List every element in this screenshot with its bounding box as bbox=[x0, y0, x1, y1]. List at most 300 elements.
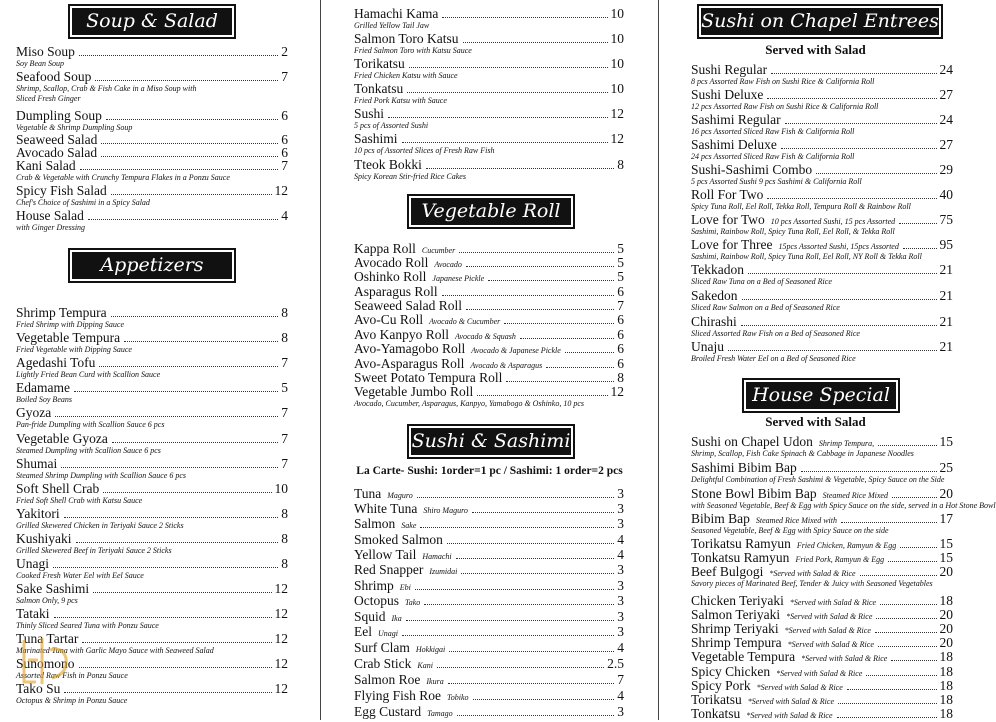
menu-item-name: Vegetable Gyoza bbox=[16, 431, 108, 446]
menu-item-price: 6 bbox=[617, 356, 624, 371]
menu-item-description: Sliced Fresh Ginger bbox=[16, 94, 81, 103]
dot-leader bbox=[903, 248, 937, 249]
menu-item-description: Seasoned Vegetable, Beef & Egg with Spicy Sauce on the side bbox=[691, 526, 889, 535]
menu-item-price: 24 bbox=[939, 62, 953, 77]
menu-item-price: 8 bbox=[281, 305, 288, 320]
menu-item-note: *Served with Salad & Rice bbox=[769, 569, 856, 578]
menu-item-description: Marinated Tuna with Garlic Mayo Sauce with Seaweed Salad bbox=[16, 646, 214, 655]
menu-item-price: 8 bbox=[617, 370, 624, 385]
menu-item-name: Salmon Roe bbox=[354, 672, 421, 687]
dot-leader bbox=[463, 42, 608, 43]
dot-leader bbox=[402, 635, 614, 636]
menu-item-note: Tamago bbox=[427, 709, 453, 718]
menu-item-description: Boiled Soy Beans bbox=[16, 395, 72, 404]
menu-item-description: Fried Vegetable with Dipping Sauce bbox=[16, 345, 132, 354]
menu-item-description: Savory pieces of Marinated Beef, Tender & Juicy with Seasoned Vegetables bbox=[691, 579, 933, 588]
dot-leader bbox=[415, 589, 614, 590]
menu-item-name: Squid bbox=[354, 609, 386, 624]
menu-item-name: Avo-Yamagobo Roll bbox=[354, 341, 466, 356]
section-subtitle-house-special: Served with Salad bbox=[765, 414, 866, 429]
menu-item bbox=[691, 112, 953, 128]
dot-leader bbox=[520, 338, 614, 339]
menu-item-name: Torikatsu bbox=[354, 56, 405, 71]
menu-item-description: Fried Pork Katsu with Sauce bbox=[354, 96, 447, 105]
section-header-house-special: House Special bbox=[744, 380, 898, 411]
menu-item-name: Avocado Salad bbox=[16, 145, 98, 160]
menu-item-description: Steamed Shrimp Dumpling with Scallion Sauce 6 pcs bbox=[16, 471, 186, 480]
menu-item bbox=[16, 431, 288, 447]
menu-item-price: 10 bbox=[610, 56, 624, 71]
menu-item-note: Avocado & Cucumber bbox=[429, 317, 501, 326]
menu-item bbox=[691, 212, 953, 228]
menu-item bbox=[354, 312, 624, 328]
section-header-sushi-sashimi: Sushi & Sashimi bbox=[409, 426, 573, 457]
menu-item-price: 6 bbox=[281, 132, 288, 147]
menu-item-price: 18 bbox=[939, 664, 953, 679]
dot-leader bbox=[448, 683, 615, 684]
menu-item-price: 3 bbox=[617, 516, 624, 531]
menu-item-name: Sushi Deluxe bbox=[691, 87, 764, 102]
dot-leader bbox=[53, 567, 278, 568]
menu-item-price: 40 bbox=[939, 187, 953, 202]
menu-item-name: Tteok Bokki bbox=[354, 157, 422, 172]
dot-leader bbox=[426, 168, 614, 169]
menu-item-name: Miso Soup bbox=[16, 44, 75, 59]
menu-item-note: *Served with Salad & Rice bbox=[747, 697, 834, 706]
menu-item bbox=[16, 183, 288, 199]
menu-column-1 bbox=[0, 0, 318, 720]
menu-item-name: White Tuna bbox=[354, 501, 418, 516]
menu-item-name: Seafood Soup bbox=[16, 69, 92, 84]
menu-item-price: 7 bbox=[281, 69, 288, 84]
dot-leader bbox=[64, 692, 271, 693]
menu-item-note: Fried Chicken, Ramyun & Egg bbox=[796, 541, 897, 550]
menu-item bbox=[16, 481, 288, 497]
dot-leader bbox=[899, 223, 936, 224]
menu-item bbox=[354, 106, 624, 122]
menu-item bbox=[16, 44, 288, 60]
menu-item bbox=[354, 532, 624, 548]
menu-item-name: Vegetable Tempura bbox=[16, 330, 121, 345]
menu-item-name: Octopus bbox=[354, 593, 399, 608]
menu-item-description: 5 pcs Assorted Sushi 9 pcs Sashimi & California Roll bbox=[691, 177, 862, 186]
menu-item bbox=[354, 609, 624, 625]
dot-leader bbox=[888, 561, 936, 562]
menu-item bbox=[16, 158, 288, 174]
menu-item-price: 7 bbox=[281, 355, 288, 370]
dot-leader bbox=[506, 381, 614, 382]
menu-item-note: *Served with Salad & Rice bbox=[801, 654, 888, 663]
menu-item-name: Sunomono bbox=[16, 656, 75, 671]
menu-item-note: Unagi bbox=[378, 629, 398, 638]
menu-item-note: *Served with Salad & Rice bbox=[787, 640, 874, 649]
dot-leader bbox=[876, 618, 936, 619]
section-header-appetizers: Appetizers bbox=[70, 250, 234, 281]
menu-item-description: Spicy Tuna Roll, Eel Roll, Tekka Roll, Tempura Roll & Rainbow Roll bbox=[691, 202, 911, 211]
menu-item-price: 12 bbox=[610, 384, 624, 399]
menu-item-price: 29 bbox=[939, 162, 953, 177]
menu-item-description: 16 pcs Assorted Sliced Raw Fish & California Roll bbox=[691, 127, 855, 136]
menu-item-name: Surf Clam bbox=[354, 640, 410, 655]
menu-item-name: Tuna bbox=[354, 486, 382, 501]
dot-leader bbox=[447, 543, 614, 544]
menu-item-price: 6 bbox=[617, 284, 624, 299]
menu-item-description: Grilled Skewered Beef in Teriyaki Sauce 2 Sticks bbox=[16, 546, 172, 555]
menu-item-name: Vegetable Tempura bbox=[691, 649, 796, 664]
section-header-entrees: Sushi on Chapel Entrees bbox=[699, 6, 941, 37]
menu-item bbox=[691, 460, 953, 476]
menu-item bbox=[16, 69, 288, 85]
menu-item bbox=[354, 157, 624, 173]
menu-item-price: 27 bbox=[939, 137, 953, 152]
dot-leader bbox=[80, 169, 279, 170]
dot-leader bbox=[417, 497, 615, 498]
menu-item-name: Bibim Bap bbox=[691, 511, 750, 526]
menu-item-price: 25 bbox=[939, 460, 953, 475]
dot-leader bbox=[409, 67, 608, 68]
dot-leader bbox=[767, 198, 936, 199]
dot-leader bbox=[76, 542, 279, 543]
menu-item-note: Avocado & Asparagus bbox=[470, 361, 543, 370]
dot-leader bbox=[816, 173, 936, 174]
menu-item-price: 21 bbox=[939, 314, 953, 329]
menu-item-name: Sweet Potato Tempura Roll bbox=[354, 370, 503, 385]
menu-item-name: House Salad bbox=[16, 208, 84, 223]
menu-item-price: 5 bbox=[617, 269, 624, 284]
dot-leader bbox=[546, 367, 614, 368]
menu-item-description: Grilled Yellow Tail Jaw bbox=[354, 21, 430, 30]
menu-item-price: 18 bbox=[939, 649, 953, 664]
dot-leader bbox=[785, 123, 937, 124]
menu-item bbox=[354, 547, 624, 563]
menu-item-price: 12 bbox=[610, 106, 624, 121]
menu-column-3 bbox=[661, 0, 996, 721]
dot-leader bbox=[477, 395, 607, 396]
menu-item-name: Salmon Toro Katsu bbox=[354, 31, 459, 46]
menu-item-name: Sashimi bbox=[354, 131, 398, 146]
dot-leader bbox=[106, 119, 278, 120]
menu-item-note: Tako bbox=[405, 598, 421, 607]
dot-leader bbox=[841, 522, 937, 523]
menu-item-price: 5 bbox=[617, 255, 624, 270]
dot-leader bbox=[442, 17, 607, 18]
menu-item-name: Unaju bbox=[691, 339, 724, 354]
menu-item bbox=[354, 704, 624, 720]
menu-item-note: Avocado & Japanese Pickle bbox=[471, 346, 561, 355]
menu-item-price: 4 bbox=[617, 640, 624, 655]
menu-item bbox=[691, 649, 953, 665]
menu-item bbox=[691, 434, 953, 450]
menu-item-description: Octopus & Shrimp in Ponzu Sauce bbox=[16, 696, 128, 705]
section-subtitle-sushi-sashimi: La Carte- Sushi: 1order=1 pc / Sashimi: 1 order=2 pcs bbox=[356, 465, 623, 477]
menu-item-price: 4 bbox=[281, 208, 288, 223]
menu-item bbox=[354, 56, 624, 72]
dot-leader bbox=[101, 156, 278, 157]
menu-item-name: Avocado Roll bbox=[354, 255, 429, 270]
menu-item-price: 3 bbox=[617, 562, 624, 577]
menu-item-price: 3 bbox=[617, 624, 624, 639]
menu-item-note: Shiro Maguro bbox=[423, 506, 468, 515]
menu-item-price: 8 bbox=[281, 330, 288, 345]
dot-leader bbox=[437, 667, 604, 668]
dot-leader bbox=[866, 675, 936, 676]
menu-item-price: 18 bbox=[939, 706, 953, 721]
menu-item-name: Tuna Tartar bbox=[16, 631, 79, 646]
menu-item bbox=[354, 131, 624, 147]
dot-leader bbox=[457, 715, 615, 716]
menu-item-price: 7 bbox=[617, 672, 624, 687]
dot-leader bbox=[55, 416, 278, 417]
watermark-stamp-icon bbox=[16, 630, 74, 692]
menu-item-price: 12 bbox=[274, 183, 288, 198]
menu-item-note: 10 pcs Assorted Sushi, 15 pcs Assorted bbox=[770, 217, 896, 226]
menu-item-description: Steamed Dumpling with Scallion Sauce 6 pcs bbox=[16, 446, 161, 455]
menu-item-price: 4 bbox=[617, 532, 624, 547]
menu-item-name: Salmon bbox=[354, 516, 396, 531]
menu-item-price: 4 bbox=[617, 688, 624, 703]
menu-item bbox=[354, 341, 624, 357]
menu-item-name: Spicy Pork bbox=[691, 678, 751, 693]
menu-item-name: Tataki bbox=[16, 606, 50, 621]
menu-item bbox=[16, 531, 288, 547]
menu-item-note: Ika bbox=[391, 614, 402, 623]
menu-item-note: Tobiko bbox=[447, 693, 469, 702]
dot-leader bbox=[388, 117, 607, 118]
menu-item-description: Crab & Vegetable with Crunchy Tempura Flakes in a Ponzu Sauce bbox=[16, 173, 230, 182]
section-subtitle-entrees: Served with Salad bbox=[765, 42, 866, 57]
menu-item bbox=[16, 581, 288, 597]
menu-item-description: 10 pcs of Assorted Slices of Fresh Raw Fish bbox=[354, 146, 495, 155]
menu-item bbox=[691, 486, 953, 502]
menu-item-name: Avo-Asparagus Roll bbox=[354, 356, 465, 371]
menu-item-price: 7 bbox=[281, 431, 288, 446]
menu-item-name: Hamachi Kama bbox=[354, 6, 439, 21]
dot-leader bbox=[442, 295, 615, 296]
menu-item-name: Stone Bowl Bibim Bap bbox=[691, 486, 817, 501]
menu-item-name: Unagi bbox=[16, 556, 49, 571]
menu-item-name: Kappa Roll bbox=[354, 241, 416, 256]
menu-item-name: Beef Bulgogi bbox=[691, 564, 764, 579]
dot-leader bbox=[461, 573, 614, 574]
dot-leader bbox=[488, 280, 614, 281]
menu-item bbox=[691, 262, 953, 278]
dot-leader bbox=[64, 517, 279, 518]
menu-item-price: 6 bbox=[281, 145, 288, 160]
dot-leader bbox=[420, 527, 614, 528]
menu-item-name: Egg Custard bbox=[354, 704, 422, 719]
menu-item-price: 18 bbox=[939, 678, 953, 693]
menu-item-name: Roll For Two bbox=[691, 187, 764, 202]
menu-item-note: *Served with Salad & Rice bbox=[786, 612, 873, 621]
menu-item-note: Cucumber bbox=[421, 246, 456, 255]
menu-item-name: Edamame bbox=[16, 380, 70, 395]
menu-item-price: 20 bbox=[939, 564, 953, 579]
menu-item-price: 75 bbox=[939, 212, 953, 227]
menu-item-price: 21 bbox=[939, 262, 953, 277]
menu-item-price: 12 bbox=[274, 631, 288, 646]
menu-item bbox=[354, 578, 624, 594]
menu-item-name: Sushi bbox=[354, 106, 385, 121]
menu-item-description: with Ginger Dressing bbox=[16, 223, 86, 232]
menu-item-description: Sliced Raw Salmon on a Bed of Seasoned Rice bbox=[691, 303, 840, 312]
menu-item-note: Kani bbox=[417, 661, 433, 670]
menu-item-note: Hokkigai bbox=[415, 645, 446, 654]
menu-item-description: Broiled Fresh Water Eel on a Bed of Seasoned Rice bbox=[691, 354, 856, 363]
menu-item-name: Avo-Cu Roll bbox=[354, 312, 424, 327]
dot-leader bbox=[504, 323, 614, 324]
menu-item-description: Soy Bean Soup bbox=[16, 59, 64, 68]
menu-item-note: Maguro bbox=[387, 491, 413, 500]
dot-leader bbox=[878, 445, 936, 446]
dot-leader bbox=[82, 642, 271, 643]
dot-leader bbox=[103, 492, 271, 493]
menu-item bbox=[16, 380, 288, 396]
menu-item-price: 15 bbox=[939, 550, 953, 565]
dot-leader bbox=[892, 497, 937, 498]
menu-item-price: 20 bbox=[939, 635, 953, 650]
menu-item-price: 4 bbox=[617, 547, 624, 562]
dot-leader bbox=[74, 391, 278, 392]
menu-item-price: 12 bbox=[274, 606, 288, 621]
dot-leader bbox=[79, 55, 278, 56]
menu-item-description: Avocado, Cucumber, Asparagus, Kanpyo, Yamabogo & Oshinko, 10 pcs bbox=[354, 399, 584, 408]
menu-item-description: Sliced Raw Tuna on a Bed of Seasoned Rice bbox=[691, 277, 832, 286]
menu-item-name: Spicy Fish Salad bbox=[16, 183, 107, 198]
menu-item-price: 27 bbox=[939, 87, 953, 102]
menu-item-name: Tonkatsu Ramyun bbox=[691, 550, 790, 565]
dot-leader bbox=[112, 442, 278, 443]
menu-item-price: 7 bbox=[281, 405, 288, 420]
menu-item-note: Shrimp Tempura, bbox=[818, 439, 875, 448]
menu-item bbox=[354, 688, 624, 704]
dot-leader bbox=[424, 604, 614, 605]
menu-item-price: 24 bbox=[939, 112, 953, 127]
menu-item-note: *Served with Salad & Rice bbox=[776, 669, 863, 678]
menu-item-price: 3 bbox=[617, 501, 624, 516]
menu-item-price: 8 bbox=[281, 531, 288, 546]
menu-item-description: Shrimp, Scallop, Crab & Fish Cake in a Miso Soup with bbox=[16, 84, 197, 93]
menu-item bbox=[354, 6, 624, 22]
menu-item bbox=[354, 593, 624, 609]
menu-item-price: 6 bbox=[617, 327, 624, 342]
dot-leader bbox=[449, 651, 614, 652]
dot-leader bbox=[54, 617, 272, 618]
menu-item-note: Avocado bbox=[434, 260, 462, 269]
menu-item-name: Kushiyaki bbox=[16, 531, 72, 546]
menu-item-note: Fried Pork, Ramyun & Egg bbox=[795, 555, 885, 564]
dot-leader bbox=[61, 467, 278, 468]
dot-leader bbox=[748, 273, 936, 274]
menu-item-note: 15pcs Assorted Sushi, 15pcs Assorted bbox=[778, 242, 899, 251]
menu-item-name: Shrimp Tempura bbox=[691, 635, 782, 650]
menu-column-2 bbox=[320, 0, 659, 720]
menu-item-price: 12 bbox=[274, 656, 288, 671]
menu-item bbox=[691, 137, 953, 153]
menu-item-description: Delightful Combination of Fresh Sashimi & Vegetable, Spicy Sauce on the Side bbox=[691, 475, 945, 484]
menu-item-name: Tonkatsu bbox=[354, 81, 404, 96]
menu-item-description: Assorted Raw Fish in Ponzu Sauce bbox=[16, 671, 128, 680]
menu-item-name: Oshinko Roll bbox=[354, 269, 427, 284]
dot-leader bbox=[838, 703, 937, 704]
menu-item bbox=[16, 108, 288, 124]
dot-leader bbox=[878, 646, 937, 647]
menu-item bbox=[16, 208, 288, 224]
menu-item bbox=[16, 456, 288, 472]
menu-item bbox=[354, 31, 624, 47]
menu-item-name: Shumai bbox=[16, 456, 58, 471]
dot-leader bbox=[99, 366, 278, 367]
menu-item-name: Sushi-Sashimi Combo bbox=[691, 162, 813, 177]
menu-item-price: 7 bbox=[617, 298, 624, 313]
menu-item-price: 3 bbox=[617, 578, 624, 593]
menu-item-description: Fried Soft Shell Crab with Katsu Sauce bbox=[16, 496, 143, 505]
dot-leader bbox=[728, 350, 937, 351]
menu-item-price: 5 bbox=[617, 241, 624, 256]
dot-leader bbox=[466, 266, 614, 267]
dot-leader bbox=[456, 558, 615, 559]
menu-item-price: 20 bbox=[939, 486, 953, 501]
menu-item-description: with Seasoned Vegetable, Beef & Egg with Spicy Sauce on the side, served in a Hot Stone Bowl bbox=[691, 501, 996, 510]
menu-item-description: Fried Salmon Toro with Katsu Sauce bbox=[354, 46, 472, 55]
menu-item-description: 24 pcs Assorted Sliced Raw Fish & California Roll bbox=[691, 152, 855, 161]
menu-item bbox=[354, 624, 624, 640]
menu-item bbox=[691, 162, 953, 178]
dot-leader bbox=[88, 219, 278, 220]
menu-item bbox=[354, 269, 624, 285]
menu-item-description: Sashimi, Rainbow Roll, Spicy Tuna Roll, Eel Roll, & Tekka Roll bbox=[691, 227, 895, 236]
menu-item bbox=[16, 606, 288, 622]
menu-item bbox=[691, 314, 953, 330]
menu-item-name: Chirashi bbox=[691, 314, 737, 329]
menu-item bbox=[16, 355, 288, 371]
menu-item-name: Sashimi Bibim Bap bbox=[691, 460, 797, 475]
menu-item-description: 5 pcs of Assorted Sushi bbox=[354, 121, 429, 130]
menu-item-price: 6 bbox=[617, 312, 624, 327]
menu-item-name: Torikatsu Ramyun bbox=[691, 536, 791, 551]
dot-leader bbox=[111, 316, 279, 317]
section-header-vegetable-roll: Vegetable Roll bbox=[409, 196, 573, 227]
menu-item-description: Grilled Skewered Chicken in Teriyaki Sauce 2 Sticks bbox=[16, 521, 184, 530]
menu-item bbox=[691, 339, 953, 355]
menu-item-note: *Served with Salad & Rice bbox=[789, 598, 877, 607]
menu-item-description: Spicy Korean Stir-fried Rice Cakes bbox=[354, 172, 466, 181]
menu-item-price: 15 bbox=[939, 434, 953, 449]
menu-item-price: 18 bbox=[939, 692, 953, 707]
menu-item-price: 8 bbox=[617, 157, 624, 172]
menu-item-name: Seaweed Salad bbox=[16, 132, 98, 147]
menu-item bbox=[354, 486, 624, 502]
menu-item-price: 3 bbox=[617, 593, 624, 608]
menu-item-price: 21 bbox=[939, 339, 953, 354]
menu-item bbox=[691, 706, 953, 722]
menu-item-name: Torikatsu bbox=[691, 692, 742, 707]
menu-item bbox=[691, 564, 953, 580]
menu-item-description: Salmon Only, 9 pcs bbox=[16, 596, 78, 605]
menu-item-name: Shrimp bbox=[354, 578, 394, 593]
menu-item-name: Tonkatsu bbox=[691, 706, 741, 721]
menu-item-name: Sakedon bbox=[691, 288, 738, 303]
menu-item-description: Thinly Sliced Seared Tuna with Ponzu Sauce bbox=[16, 621, 159, 630]
menu-item bbox=[354, 81, 624, 97]
menu-item-name: Sushi on Chapel Udon bbox=[691, 434, 813, 449]
menu-item bbox=[16, 330, 288, 346]
menu-item-note: Steamed Rice Mixed with bbox=[755, 516, 837, 525]
dot-leader bbox=[801, 471, 937, 472]
menu-item-name: Tako Su bbox=[16, 681, 61, 696]
menu-item bbox=[691, 87, 953, 103]
menu-item-name: Love for Three bbox=[691, 237, 773, 252]
menu-item-name: Shrimp Tempura bbox=[16, 305, 107, 320]
